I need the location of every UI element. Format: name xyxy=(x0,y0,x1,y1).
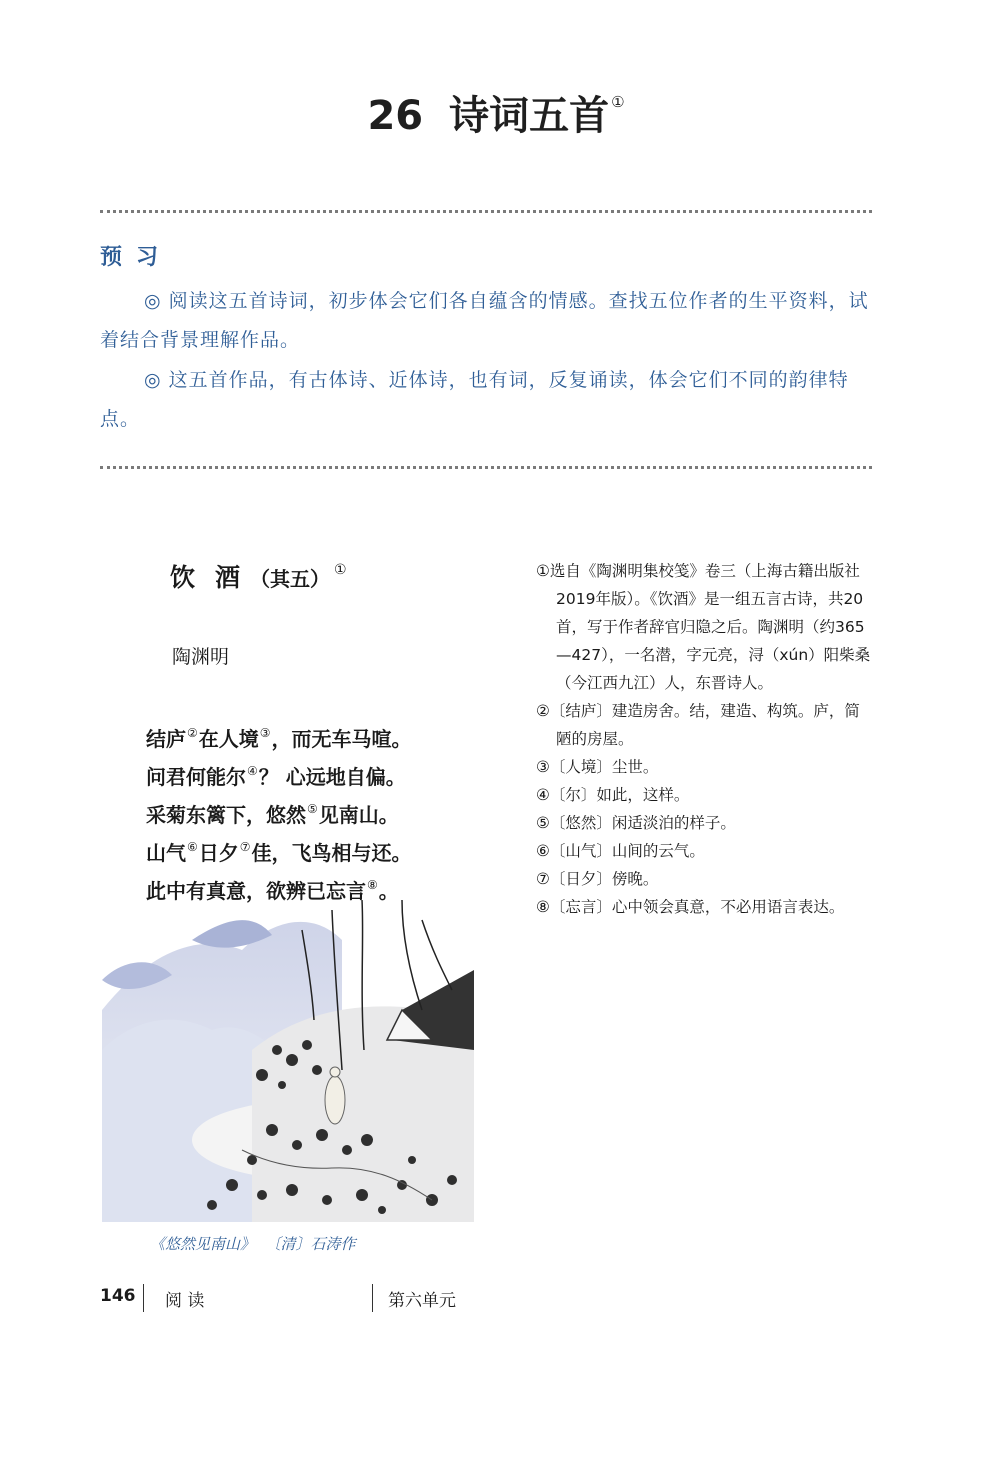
footer-divider-1 xyxy=(143,1284,144,1312)
note-ref: ② xyxy=(187,726,198,740)
note-ref: ⑦ xyxy=(239,840,251,854)
poem-title xyxy=(170,558,347,594)
poem-subtitle: （其五） xyxy=(250,567,331,591)
poem-line-2 xyxy=(146,754,476,792)
poem-line-3 xyxy=(146,792,476,830)
poem-note-mark: ① xyxy=(334,562,347,578)
poem-text: 山气 xyxy=(146,841,186,865)
lesson-title xyxy=(0,84,992,141)
poem-text: 结庐 xyxy=(146,727,186,751)
footnote-1: ①选自《陶渊明集校笺》卷三（上海古籍出版社2019年版）。《饮酒》是一组五言古诗，共20首，写于作者辞官归隐之后。陶渊明（约365—427），一名潜，字元亮，浔（xún）阳柴桑（今江西九江）人，东晋诗人。 xyxy=(536,562,871,692)
poem-text: ？ 心远地自偏。 xyxy=(258,765,406,789)
footnote-2: ②〔结庐〕建造房舍。结，建造、构筑。庐，简陋的房屋。 xyxy=(536,702,860,748)
painting-caption xyxy=(150,1233,356,1254)
caption-title: 《悠然见南山》 xyxy=(150,1235,256,1253)
footer-divider-2 xyxy=(372,1284,373,1312)
lesson-number: 26 xyxy=(367,93,424,139)
caption-artist: 〔清〕石涛作 xyxy=(273,1235,356,1253)
footnote-5: ⑤〔悠然〕闲适淡泊的样子。 xyxy=(536,814,736,832)
landscape-painting xyxy=(102,900,474,1222)
lesson-note-mark: ① xyxy=(611,93,625,111)
dotted-divider-bottom xyxy=(100,466,872,469)
poem-body xyxy=(146,716,476,906)
poem-author: 陶渊明 xyxy=(172,646,230,668)
poem-title-part2: 酒 xyxy=(215,563,241,592)
poem-text: 。 xyxy=(378,879,399,903)
footnote-4: ④〔尔〕如此，这样。 xyxy=(536,786,690,804)
dotted-divider-top xyxy=(100,210,872,213)
poem-text: 佳，飞鸟相与还。 xyxy=(251,841,412,865)
note-ref: ⑥ xyxy=(187,840,198,854)
page-number: 146 xyxy=(100,1286,136,1306)
note-ref: ⑧ xyxy=(367,878,378,892)
poem-title-part1: 饮 xyxy=(170,563,196,592)
preview-item-2: ◎ 这五首作品，有古体诗、近体诗，也有词，反复诵读，体会它们不同的韵律特点。 xyxy=(100,369,849,430)
footnote-8: ⑧〔忘言〕心中领会真意，不必用语言表达。 xyxy=(536,898,845,916)
preview-label: 预习 xyxy=(100,244,173,270)
footer-unit: 第六单元 xyxy=(388,1291,456,1311)
footnote-3: ③〔人境〕尘世。 xyxy=(536,758,659,776)
lesson-name: 诗词五首 xyxy=(449,93,610,139)
note-ref: ③ xyxy=(259,726,271,740)
footnote-6: ⑥〔山气〕山间的云气。 xyxy=(536,842,705,860)
poem-text: 问君何能尔 xyxy=(146,765,246,789)
poem-text: 见南山。 xyxy=(318,803,399,827)
note-ref: ④ xyxy=(247,764,258,778)
footnotes xyxy=(536,557,872,921)
poem-line-1 xyxy=(146,716,476,754)
poem-text: ，而无车马喧。 xyxy=(271,727,412,751)
poem-line-4 xyxy=(146,830,476,868)
poem-text: 此中有真意，欲辨已忘言 xyxy=(146,879,366,903)
footnote-7: ⑦〔日夕〕傍晚。 xyxy=(536,870,659,888)
footer-section: 阅 读 xyxy=(165,1291,205,1311)
poem-text: 采菊东篱下，悠然 xyxy=(146,803,306,827)
preview-item-1: ◎ 阅读这五首诗词，初步体会它们各自蕴含的情感。查找五位作者的生平资料，试着结合背景理解作品。 xyxy=(100,290,869,351)
poem-text: 日夕 xyxy=(198,841,239,865)
poem-text: 在人境 xyxy=(198,727,259,751)
note-ref: ⑤ xyxy=(307,802,318,816)
